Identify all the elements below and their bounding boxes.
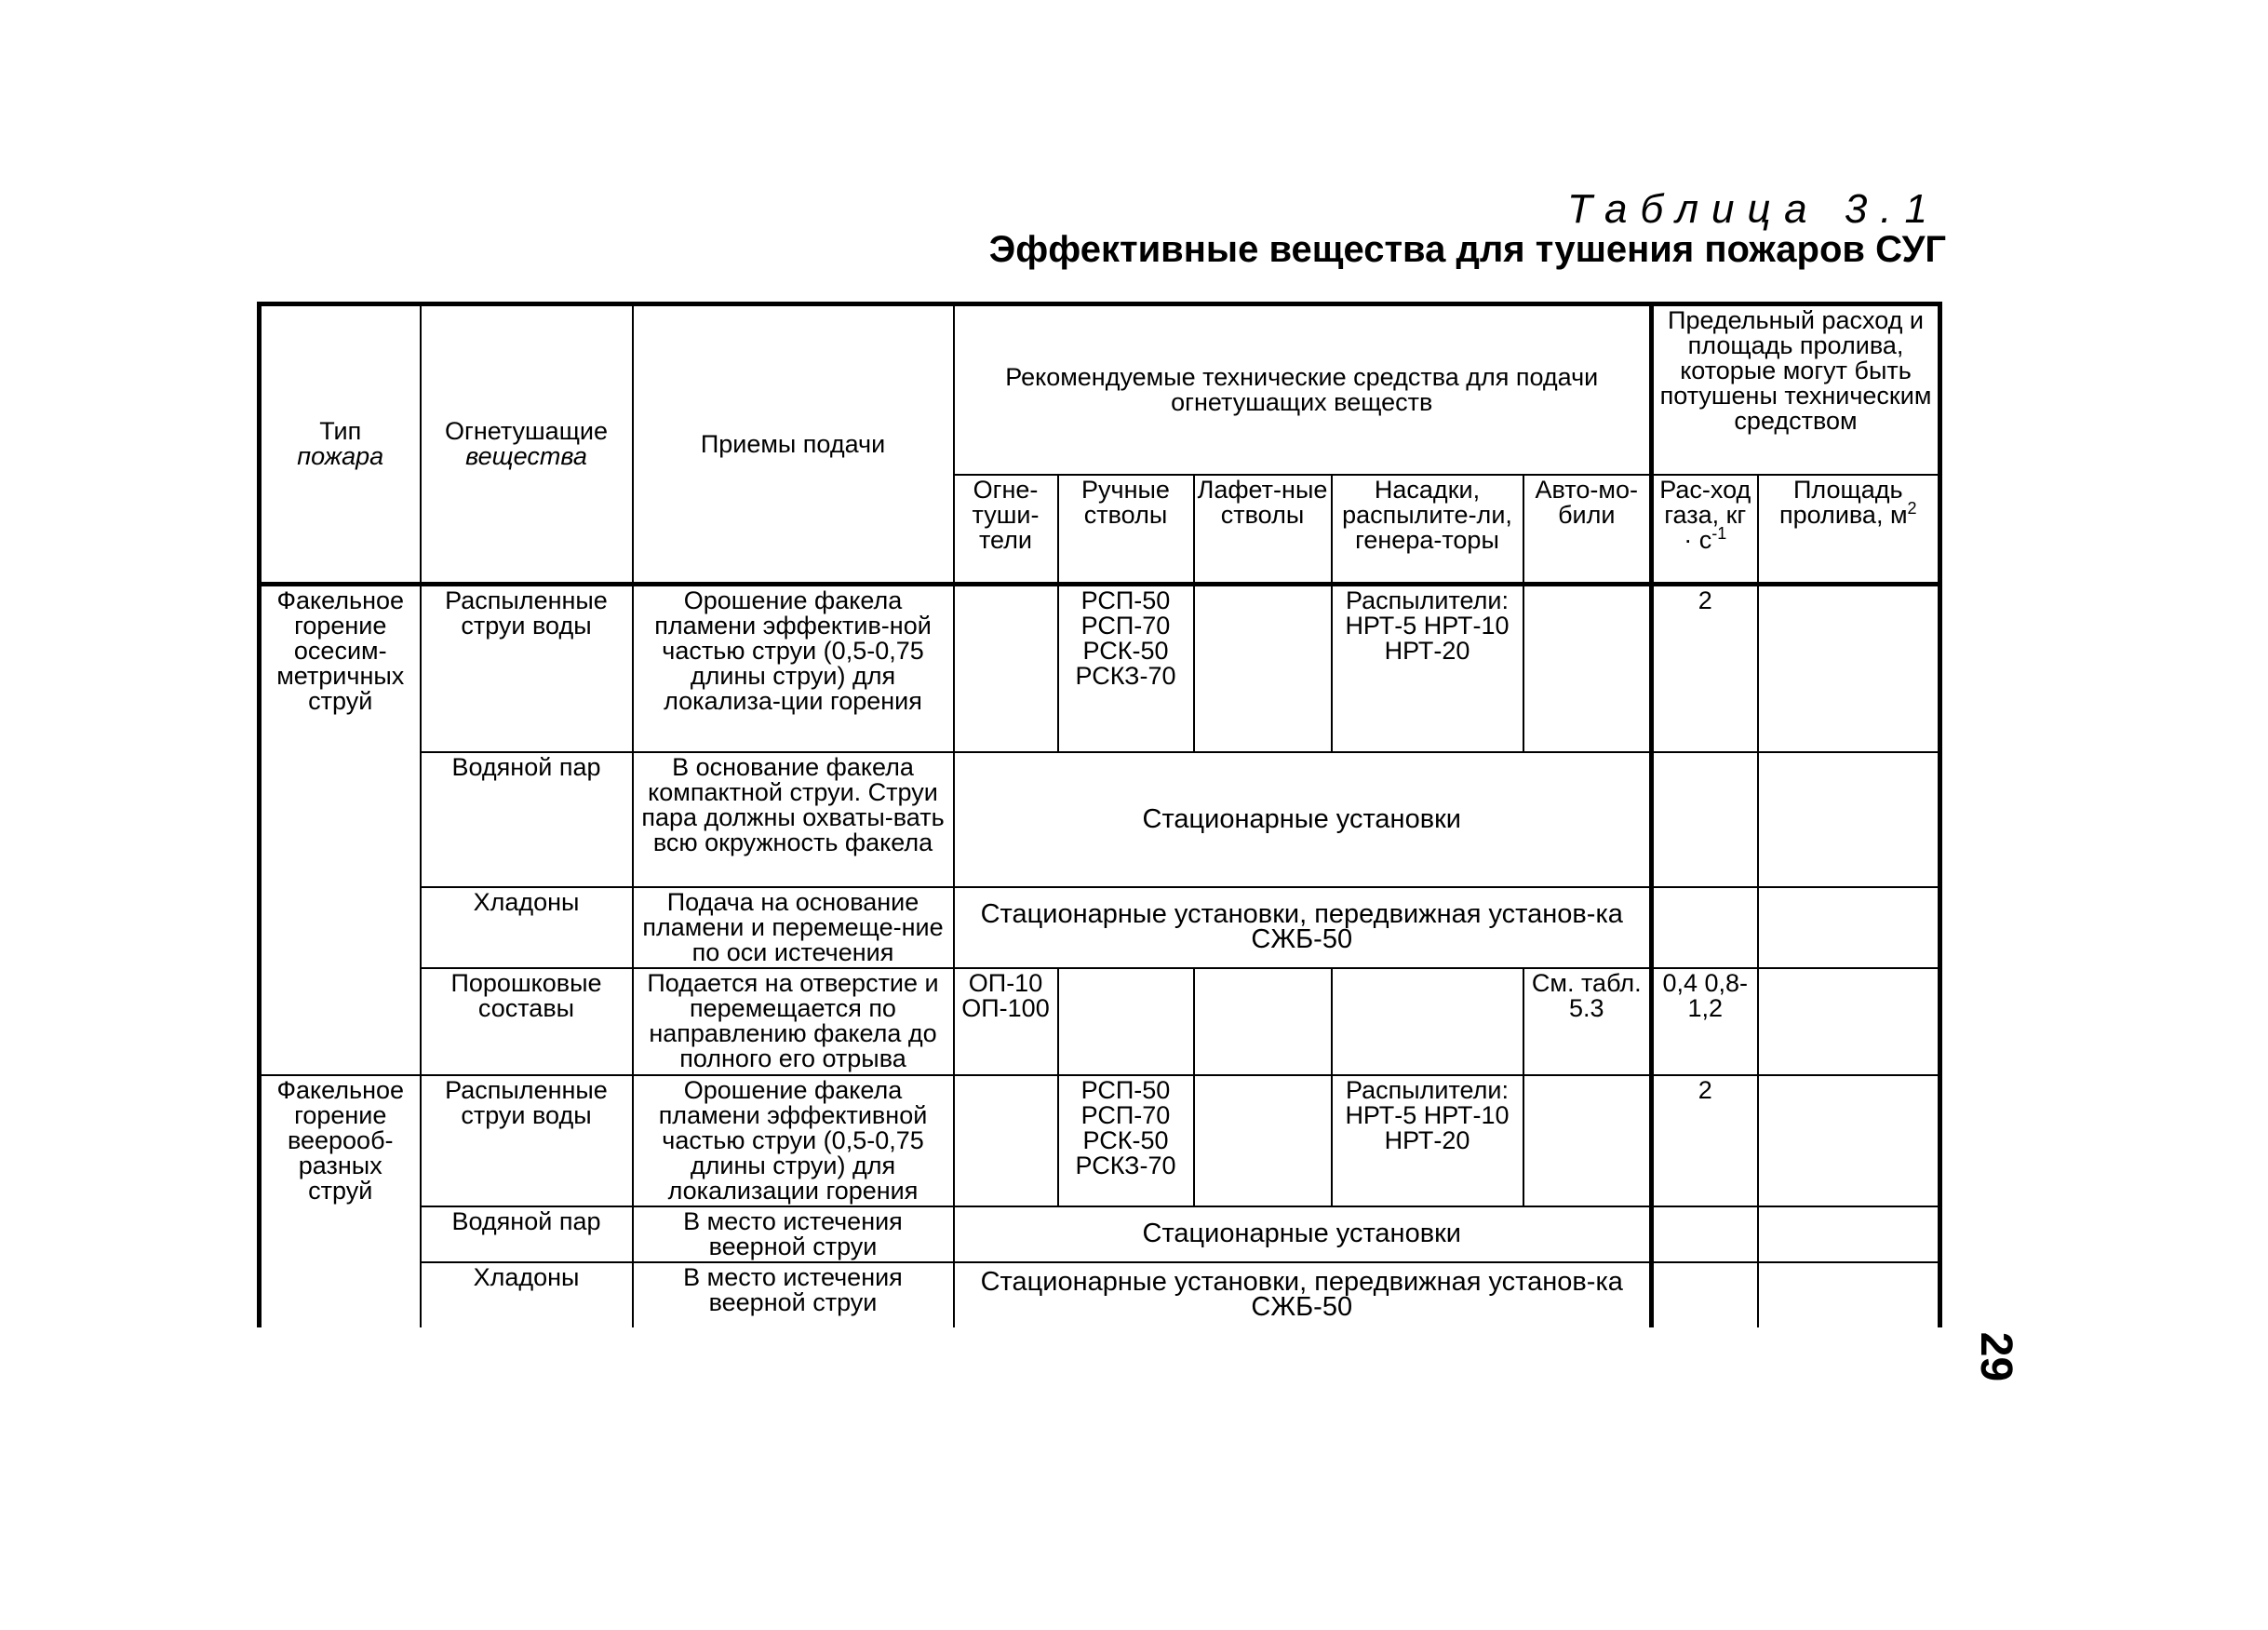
cell-spill-area [1758, 887, 1940, 968]
cell-gas-flow [1652, 752, 1758, 887]
cell-vehicles [1523, 1075, 1652, 1206]
table-row [260, 585, 1940, 752]
cell-method: В основание факела компактной струи. Струи пара должны охваты-вать всю окружность факела [633, 752, 954, 887]
table-row [260, 968, 1940, 1075]
cell-merged-means: Стационарные установки [954, 752, 1652, 887]
cell-nozzles: Распылители: НРТ-5 НРТ-10 НРТ-20 [1332, 585, 1523, 752]
cell-merged-means: Стационарные установки, передвижная установ-ка СЖБ-50 [954, 1262, 1652, 1327]
cell-method: Подача на основание пламени и перемеще-ние по оси истечения [633, 887, 954, 968]
cell-agent: Хладоны [421, 1262, 633, 1327]
cell-gas-flow [1652, 1262, 1758, 1327]
cell-extinguishers [954, 585, 1058, 752]
cell-extinguishers: ОП-10 ОП-100 [954, 968, 1058, 1075]
table-title: Эффективные вещества для тушения пожаров СУГ [988, 229, 1946, 270]
header-gas-flow: Рас-ход газа, кг · $с^{-1}$ [1652, 475, 1758, 585]
cell-merged-means: Стационарные установки, передвижная установ-ка СЖБ-50 [954, 887, 1652, 968]
cell-gas-flow [1652, 887, 1758, 968]
cell-agent: Распыленные струи воды [421, 1075, 633, 1206]
cell-spill-area [1758, 752, 1940, 887]
cell-nozzles: Распылители: НРТ-5 НРТ-10 НРТ-20 [1332, 1075, 1523, 1206]
cell-method: В место истечения веерной струи [633, 1262, 954, 1327]
cell-monitors [1194, 1075, 1332, 1206]
cell-method: Орошение факела пламени эффективной частью струи (0,5-0,75 длины струи) для локализации горения [633, 1075, 954, 1206]
cell-agent: Хладоны [421, 887, 633, 968]
cell-agent: Водяной пар [421, 752, 633, 887]
header-limit: Предельный расход и площадь пролива, которые могут быть потушены техническим средством [1652, 304, 1940, 475]
header-extinguishers: Огне-туши-тели [954, 475, 1058, 585]
page-number: 29 [1971, 1331, 2021, 1382]
cell-monitors [1194, 585, 1332, 752]
cell-vehicles: См. табл. 5.3 [1523, 968, 1652, 1075]
cell-hand-nozzles [1058, 968, 1194, 1075]
cell-spill-area [1758, 585, 1940, 752]
header-means: Рекомендуемые технические средства для подачи огнетушащих веществ [954, 304, 1652, 475]
cell-spill-area [1758, 968, 1940, 1075]
table-number: Таблица 3.1 [1567, 186, 1940, 232]
table-row [260, 1262, 1940, 1327]
table-row [260, 887, 1940, 968]
cell-agent: Распыленные струи воды [421, 585, 633, 752]
header-vehicles: Авто-мо-били [1523, 475, 1652, 585]
header-agents: Огнетушащие вещества [421, 304, 633, 585]
cell-extinguishers [954, 1075, 1058, 1206]
cell-method: Подается на отверстие и перемещается по направлению факела до полного его отрыва [633, 968, 954, 1075]
cell-gas-flow: 2 [1652, 1075, 1758, 1206]
cell-method: Орошение факела пламени эффектив-ной частью струи (0,5-0,75 длины струи) для локализа-ции горения [633, 585, 954, 752]
cell-spill-area [1758, 1262, 1940, 1327]
cell-hand-nozzles: РСП-50 РСП-70 РСК-50 РСКЗ-70 [1058, 585, 1194, 752]
header-fire-type: Тип пожара [260, 304, 421, 585]
cell-fire-type: Факельное горение осесим-метричных струй [260, 585, 421, 1075]
table-row [260, 1206, 1940, 1262]
header-nozzles: Насадки, распылите-ли, генера-торы [1332, 475, 1523, 585]
header-spill-area: Площадь пролива, $м^2$ [1758, 475, 1940, 585]
cell-monitors [1194, 968, 1332, 1075]
header-hand-nozzles: Ручные стволы [1058, 475, 1194, 585]
cell-gas-flow [1652, 1206, 1758, 1262]
cell-hand-nozzles: РСП-50 РСП-70 РСК-50 РСКЗ-70 [1058, 1075, 1194, 1206]
cell-method: В место истечения веерной струи [633, 1206, 954, 1262]
cell-fire-type: Факельное горение веерооб-разных струй [260, 1075, 421, 1327]
cell-nozzles [1332, 968, 1523, 1075]
fire-agents-table [257, 302, 1942, 1327]
cell-vehicles [1523, 585, 1652, 752]
cell-spill-area [1758, 1075, 1940, 1206]
cell-gas-flow: 0,4 0,8-1,2 [1652, 968, 1758, 1075]
cell-agent: Порошковые составы [421, 968, 633, 1075]
header-monitors: Лафет-ные стволы [1194, 475, 1332, 585]
header-methods: Приемы подачи [633, 304, 954, 585]
table-row [260, 1075, 1940, 1206]
cell-gas-flow: 2 [1652, 585, 1758, 752]
cell-spill-area [1758, 1206, 1940, 1262]
table-row [260, 752, 1940, 887]
cell-merged-means: Стационарные установки [954, 1206, 1652, 1262]
cell-agent: Водяной пар [421, 1206, 633, 1262]
